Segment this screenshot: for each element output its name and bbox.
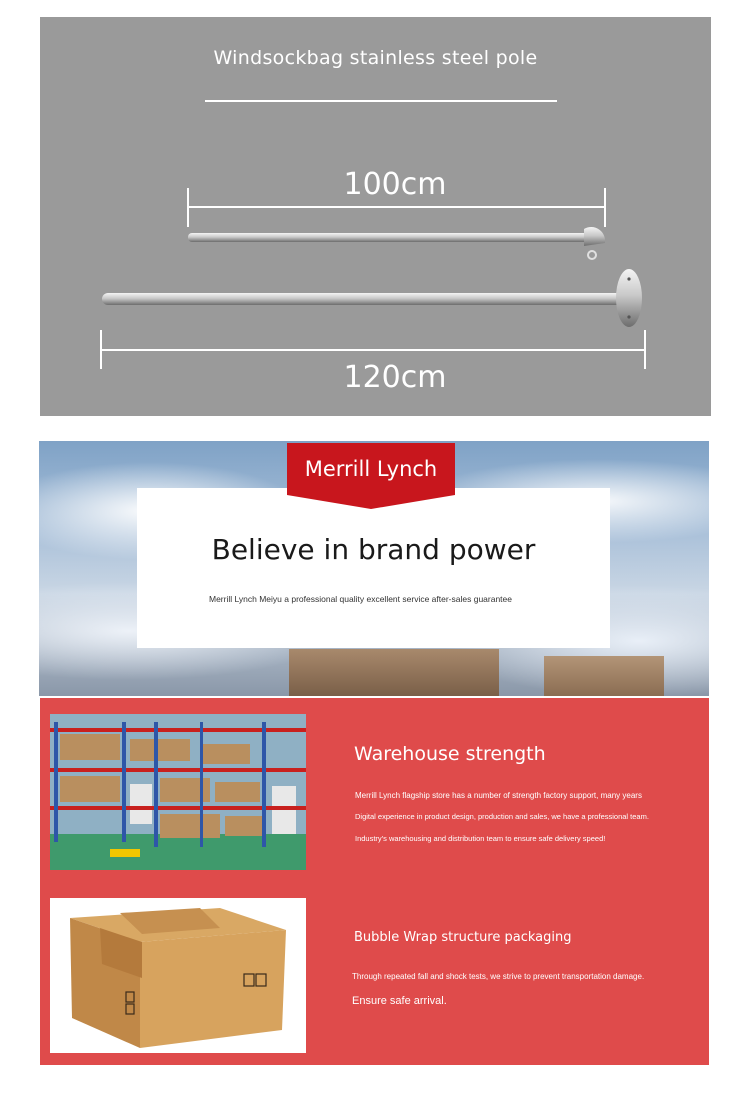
packaging-heading: Bubble Wrap structure packaging bbox=[354, 930, 572, 945]
boxes-background-image bbox=[289, 649, 499, 696]
warehouse-text-line: Merrill Lynch flagship store has a number of strength factory support, many years bbox=[355, 791, 642, 800]
warehouse-text-line: Industry's warehousing and distribution team to ensure safe delivery speed! bbox=[355, 834, 606, 843]
brand-banner bbox=[39, 441, 709, 696]
warehouse-image bbox=[50, 714, 306, 870]
cardboard-box-image bbox=[50, 898, 306, 1053]
long-pole bbox=[102, 269, 642, 327]
brand-badge: Merrill Lynch bbox=[287, 443, 455, 495]
pole-title: Windsockbag stainless steel pole bbox=[213, 47, 538, 69]
warehouse-text-line: Digital experience in product design, production and sales, we have a professional team. bbox=[355, 812, 649, 821]
pole-illustration bbox=[40, 17, 711, 416]
pole-section bbox=[40, 17, 711, 416]
warehouse-heading: Warehouse strength bbox=[354, 743, 546, 765]
short-pole-length-label: 100cm bbox=[343, 167, 447, 202]
short-pole bbox=[188, 227, 605, 259]
boxes-background-image-right bbox=[544, 656, 664, 696]
brand-card bbox=[137, 488, 610, 648]
packaging-text-line: Through repeated fall and shock tests, we strive to prevent transportation damage. bbox=[352, 972, 645, 981]
brand-subtitle: Merrill Lynch Meiyu a professional quality excellent service after-sales guarantee bbox=[209, 594, 512, 604]
badge-arrow bbox=[287, 495, 455, 509]
long-pole-length-label: 120cm bbox=[343, 360, 447, 395]
brand-heading: Believe in brand power bbox=[211, 533, 536, 566]
packaging-text-line: Ensure safe arrival. bbox=[352, 995, 447, 1007]
info-section bbox=[40, 698, 709, 1065]
